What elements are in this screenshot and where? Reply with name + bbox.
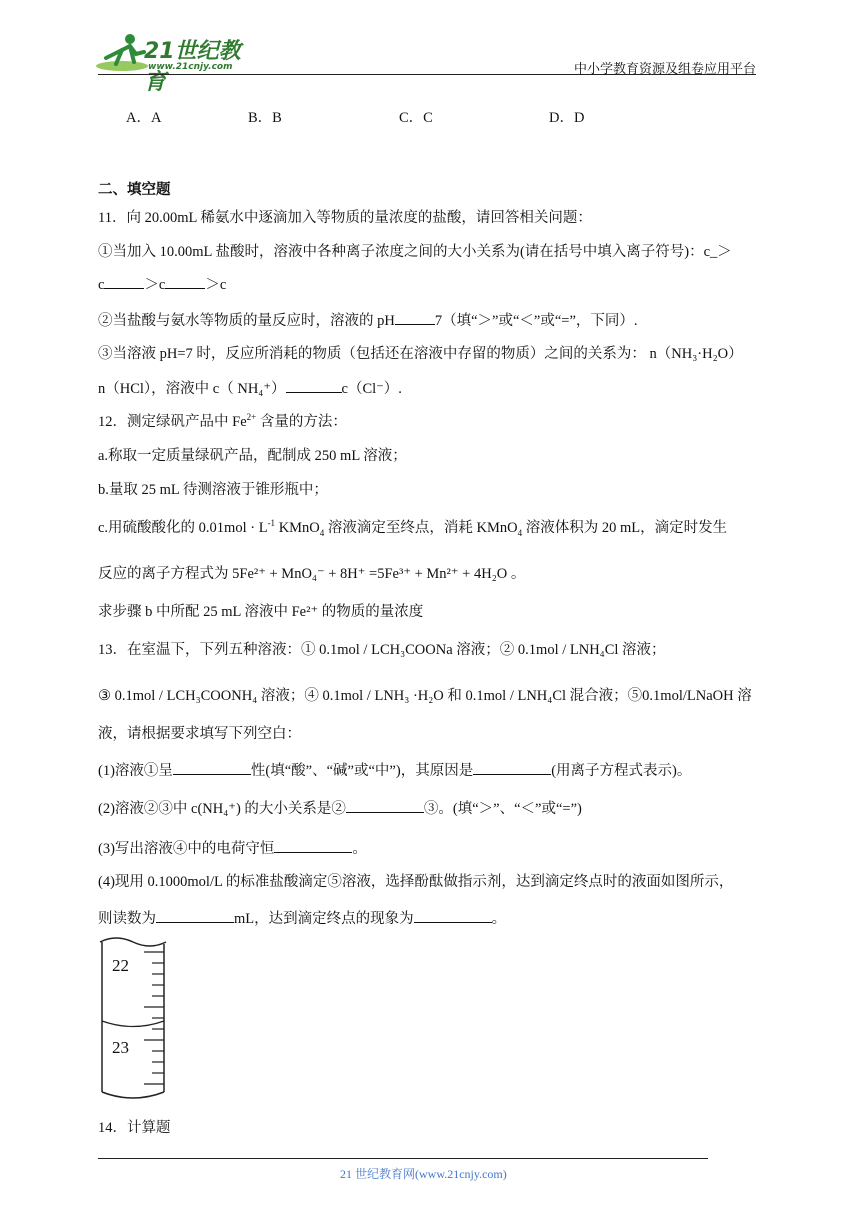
- burette-figure: [96, 934, 170, 1102]
- answer-blank[interactable]: [156, 908, 234, 923]
- q12-step-b: b.量取 25 mL 待测溶液于锥形瓶中；: [98, 482, 328, 498]
- q12-step-a: a.称取一定质量绿矾产品，配制成 250 mL 溶液；: [98, 448, 407, 464]
- burette-icon: [96, 934, 170, 1102]
- answer-blank[interactable]: [165, 274, 205, 289]
- footer-divider: [98, 1158, 708, 1159]
- option-a: A．A: [126, 110, 162, 126]
- q13-sub3: (3)写出溶液④中的电荷守恒 。: [98, 838, 367, 859]
- q13-sub4-cont: 则读数为 mL，达到滴定终点的现象为 。: [98, 908, 506, 929]
- burette-label-22: 22: [112, 956, 129, 975]
- burette-label-23: 23: [112, 1038, 129, 1057]
- q11-part1-cont: c ＞c ＞c: [98, 274, 226, 295]
- q13-line2: ③ 0.1mol / LCH₃COONH₄ 溶液；④ 0.1mol / LNH₃ ·H₂O 和 0.1mol / LNH₄Cl 混合液；⑤0.1mol/LNaOH 溶: [98, 688, 752, 704]
- logo-main-text: 21世纪教育: [144, 39, 241, 95]
- q11-c1: c: [98, 277, 105, 293]
- header-divider: [98, 74, 756, 75]
- q13-stem: 13．在室温下，下列五种溶液：① 0.1mol / LCH₃COONa 溶液；② 0.1mol / LNH₄Cl 溶液；: [98, 642, 666, 658]
- answer-blank[interactable]: [473, 760, 551, 775]
- answer-blank[interactable]: [274, 838, 352, 853]
- option-b: B．B: [248, 110, 282, 126]
- q11-part3-cont: n（HCl），溶液中 c（ NH₄⁺） c（Cl⁻）.: [98, 378, 402, 399]
- q13-sub1: (1)溶液①呈 性(填“酸”、“碱”或“中”)，其原因是 (用离子方程式表示)。: [98, 760, 691, 781]
- q13-sub4: (4)现用 0.1000mol/L 的标准盐酸滴定⑤溶液，选择酚酞做指示剂，达到滴定终点时的液面如图所示，: [98, 874, 734, 890]
- q12-equation: 反应的离子方程式为 5Fe²⁺ + MnO₄⁻ + 8H⁺ =5Fe³⁺ + Mn²⁺ + 4H₂O 。: [98, 566, 526, 582]
- section-title: 二、填空题: [98, 182, 171, 198]
- q11-part1: ①当加入 10.00mL 盐酸时，溶液中各种离子浓度之间的大小关系为(请在括号中填入离子符号)：c_＞: [98, 244, 732, 260]
- q13-sub2: (2)溶液②③中 c(NH₄⁺) 的大小关系是② ③。(填“＞”、“＜”或“=”): [98, 798, 582, 819]
- site-logo: [92, 28, 262, 95]
- q14-title: 14．计算题: [98, 1120, 171, 1136]
- q12-step-c: c.用硫酸酸化的 $0.01mol \cdot L^{-1}$ KMnO$_4$ 溶液滴定至终点，消耗 KMnO$_4$ 溶液体积为 20 mL，滴定时发生: [98, 518, 728, 538]
- q11-part3: ③当溶液 pH=7 时，反应所消耗的物质（包括还在溶液中存留的物质）之间的关系为： n（NH₃·H₂O）: [98, 346, 743, 362]
- header-platform-text: 中小学教育资源及组卷应用平台: [574, 61, 757, 76]
- footer-text: 21 世纪教育网(www.21cnjy.com): [340, 1167, 507, 1181]
- option-d: D．D: [549, 110, 585, 126]
- q11-stem: 11．向 20.00mL 稀氨水中逐滴加入等物质的量浓度的盐酸，请回答相关问题：: [98, 210, 592, 226]
- q13-line3: 液，请根据要求填写下列空白：: [98, 726, 301, 742]
- q12-stem: 12．测定绿矾产品中 $Fe^{2+}$ 含量的方法：: [98, 412, 347, 430]
- q12-question: 求步骤 b 中所配 25 mL 溶液中 Fe²⁺ 的物质的量浓度: [98, 604, 424, 620]
- answer-blank[interactable]: [346, 798, 424, 813]
- answer-blank[interactable]: [104, 274, 144, 289]
- option-c: C．C: [399, 110, 433, 126]
- answer-blank[interactable]: [395, 310, 435, 325]
- answer-blank[interactable]: [173, 760, 251, 775]
- q11-part2: ②当盐酸与氨水等物质的量反应时，溶液的 pH 7（填“＞”或“＜”或“=”，下同）.: [98, 310, 638, 331]
- logo-url-text: www.21cnjy.com: [148, 62, 233, 72]
- answer-blank[interactable]: [414, 908, 492, 923]
- answer-blank[interactable]: [286, 378, 342, 393]
